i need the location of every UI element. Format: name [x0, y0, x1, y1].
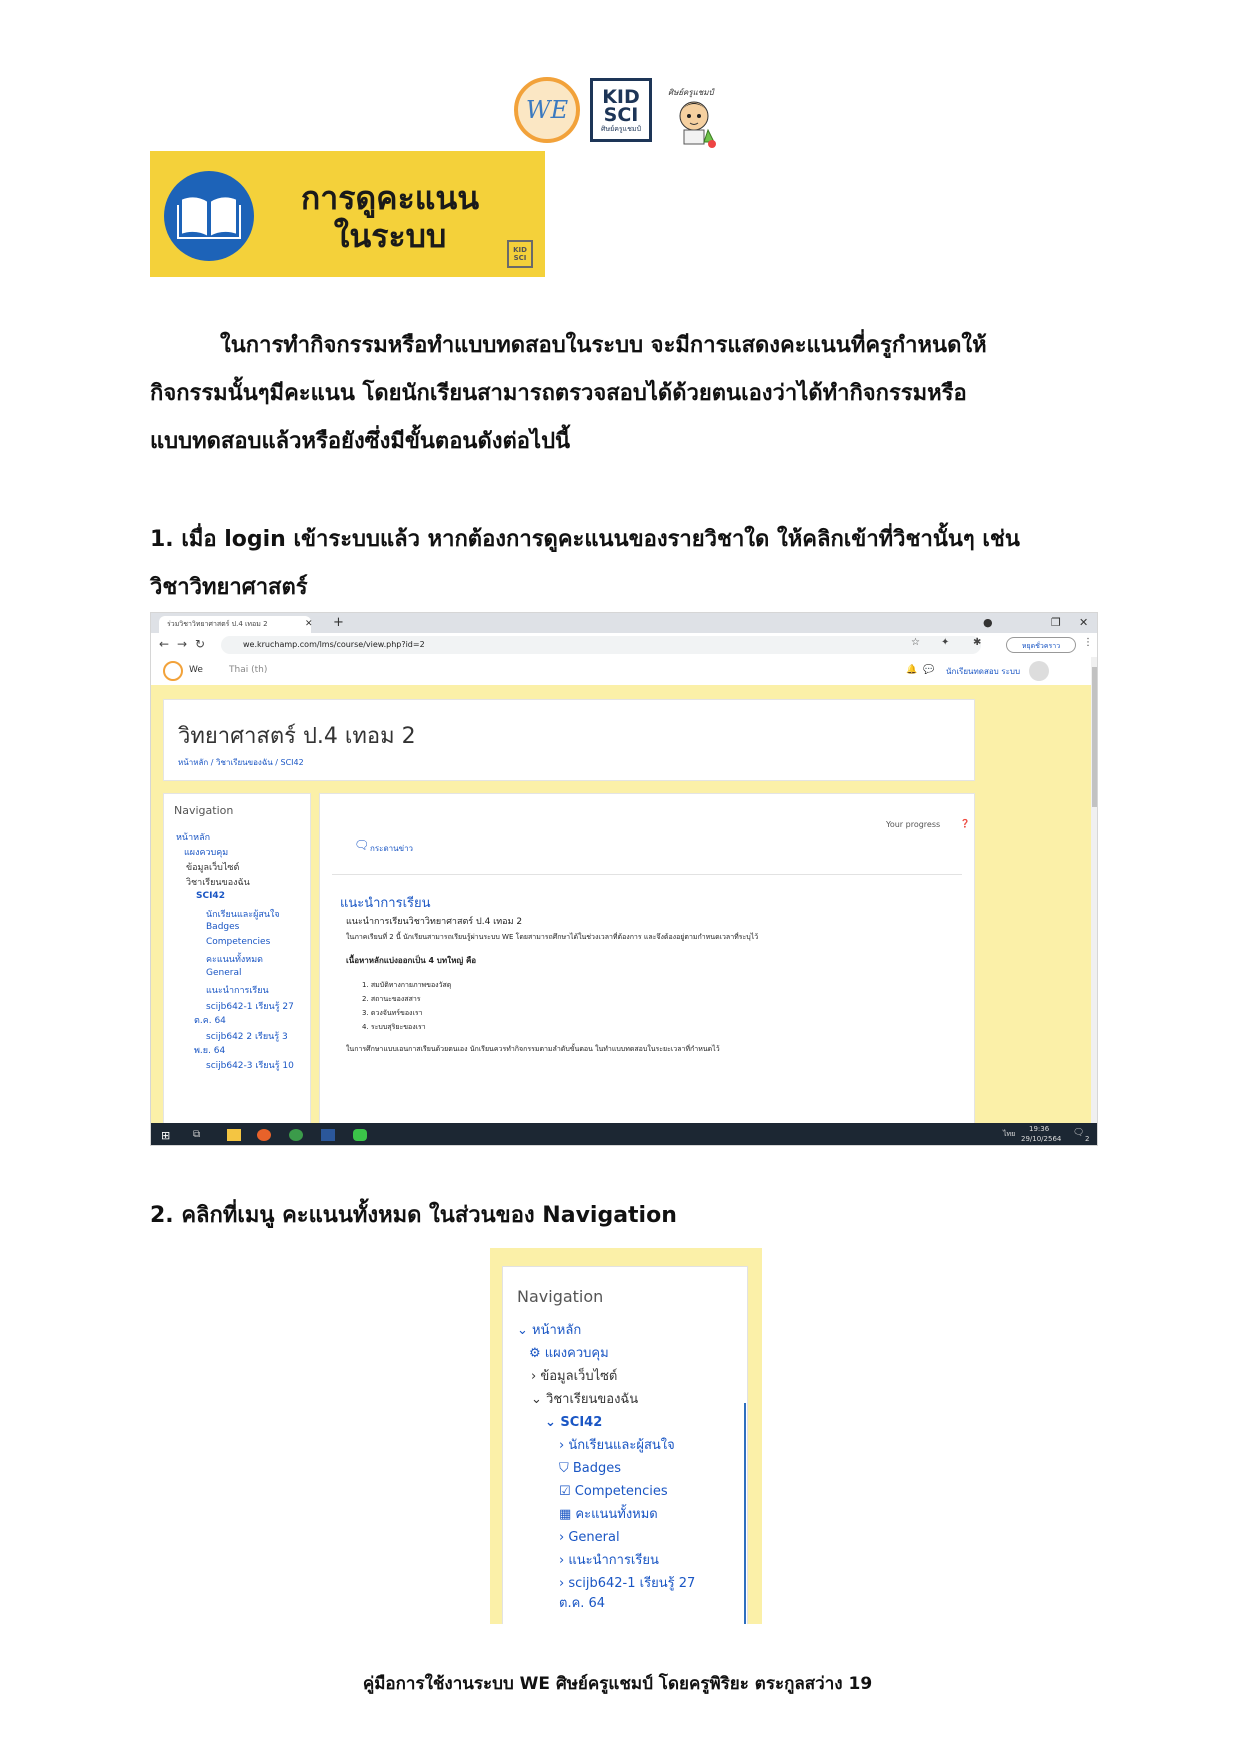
moodle-logo-text[interactable]: We — [189, 665, 203, 675]
content-item-2: 2. สถานะของสสาร — [362, 995, 421, 1003]
close-window-icon[interactable]: ✕ — [1079, 616, 1089, 629]
windows-taskbar — [151, 1123, 1098, 1146]
taskbar-language[interactable]: ไทย — [1003, 1130, 1016, 1138]
moodle-logo-icon[interactable] — [163, 661, 183, 681]
step1-line-2: วิชาวิทยาศาสตร์ — [150, 575, 308, 600]
cartoon-caption: ศิษย์ครูแชมป์ — [668, 88, 714, 97]
nav-item-site[interactable]: ข้อมูลเว็บไซต์ — [186, 863, 240, 873]
extension-icon[interactable]: ✦ — [941, 637, 950, 648]
menu-dots-icon[interactable]: ⋮ — [1083, 637, 1093, 648]
page-footer: คู่มือการใช้งานระบบ WE ศิษย์ครูแชมป์ โดยครูพิริยะ ตระกูลสว่าง 19 — [362, 1674, 873, 1694]
nav-item-week1-date: ต.ค. 64 — [194, 1016, 226, 1026]
taskbar-date: 29/10/2564 — [1021, 1135, 1062, 1143]
breadcrumb[interactable]: หน้าหลัก / วิชาเรียนของฉัน / SCI42 — [178, 758, 304, 767]
avatar[interactable] — [1029, 661, 1049, 681]
scrollbar-thumb[interactable] — [1092, 667, 1098, 807]
nav-zoom-intro[interactable] — [559, 1553, 659, 1569]
notification-icon[interactable]: 🗨 — [1073, 1128, 1085, 1138]
nav-item-sci42[interactable]: SCI42 — [196, 891, 225, 901]
kidsci-logo-line2: SCI — [603, 103, 639, 126]
nav-zoom-home-label: หน้าหลัก — [532, 1323, 582, 1338]
forward-icon[interactable]: → — [177, 637, 188, 651]
title-banner — [150, 151, 545, 277]
banner-title — [290, 179, 490, 255]
nav-zoom-badges-label: Badges — [572, 1461, 622, 1476]
language-menu[interactable]: Thai (th) — [229, 665, 268, 675]
content-item-4: 4. ระบบสุริยะของเรา — [362, 1023, 426, 1031]
nav-zoom-title: Navigation — [517, 1287, 604, 1306]
chevron-right-icon: › — [559, 1553, 569, 1568]
nav-zoom-general-label: General — [568, 1530, 620, 1545]
shield-icon: ⛉ — [559, 1461, 573, 1476]
address-bar — [151, 633, 1098, 658]
content-item-3: 3. ดวงจันทร์ของเรา — [362, 1009, 423, 1017]
dashboard-icon: ⚙ — [529, 1346, 545, 1361]
nav-item-week2-date: พ.ย. 64 — [194, 1046, 226, 1056]
intro-line-1: ในการทำกิจกรรมหรือทำแบบทดสอบในระบบ จะมีการแสดงคะแนนที่ครูกำหนดให้ — [220, 333, 987, 358]
checkbox-icon: ☑ — [559, 1484, 575, 1499]
nav-zoom-sci42[interactable] — [545, 1415, 602, 1431]
task-view-icon[interactable]: ⧉ — [193, 1129, 201, 1140]
notification-count: 2 — [1085, 1135, 1090, 1143]
nav-zoom-week1-date: ต.ค. 64 — [559, 1596, 606, 1611]
kidsci-logo-sub: ศิษย์ครูแชมป์ — [601, 124, 641, 133]
user-name[interactable]: นักเรียนทดสอบ ระบบ — [946, 667, 1021, 676]
navigation-block — [163, 793, 311, 1125]
word-icon[interactable] — [321, 1129, 335, 1141]
nav-zoom-dashboard[interactable] — [529, 1346, 609, 1362]
nav-zoom-grades-label: คะแนนทั้งหมด — [575, 1507, 658, 1522]
nav-zoom-mycourses[interactable] — [531, 1392, 638, 1408]
new-tab-icon[interactable]: + — [333, 615, 344, 630]
chevron-right-icon: › — [559, 1530, 569, 1545]
moodle-topbar — [151, 657, 1091, 686]
nav-item-mycourses[interactable]: วิชาเรียนของฉัน — [186, 878, 250, 888]
intro-line-3: แบบทดสอบแล้วหรือยังซึ่งมีขั้นตอนดังต่อไปนี้ — [150, 429, 571, 454]
nav-item-grades[interactable]: คะแนนทั้งหมด — [206, 955, 263, 965]
course-page-screenshot — [150, 612, 1098, 1146]
profile-dot-icon[interactable]: ● — [983, 616, 993, 629]
section-desc: ในภาคเรียนที่ 2 นี้ นักเรียนสามารถเรียนรู้ผ่านระบบ WE โดยสามารถศึกษาได้ในช่วงเวลาที่ต้องการ และจึงต้องอยู่ตามกำหนดเวลาที่ระบุไว้ — [346, 933, 759, 941]
nav-title: Navigation — [174, 804, 234, 817]
puzzle-icon[interactable]: ✱ — [973, 637, 982, 648]
nav-item-week1[interactable]: scijb642-1 เรียนรู้ 27 — [206, 1002, 294, 1012]
navigation-panel — [502, 1266, 748, 1624]
step2-line-1: 2. คลิกที่เมนู คะแนนทั้งหมด ในส่วนของ Navigation — [150, 1203, 677, 1228]
kidsci-logo — [590, 78, 652, 142]
chevron-down-icon: ⌄ — [545, 1415, 561, 1430]
tab-title: ร่วมวิชาวิทยาศาสตร์ ป.4 เทอม 2 — [167, 620, 268, 628]
nav-zoom-competencies-label: Competencies — [574, 1484, 668, 1499]
section-subtitle: แนะนำการเรียนวิชาวิทยาศาสตร์ ป.4 เทอม 2 — [346, 917, 523, 927]
nav-item-general[interactable]: General — [206, 968, 242, 978]
we-logo-text: WE — [525, 96, 569, 124]
kidsci-logo-line1: KID — [602, 85, 640, 108]
nav-item-competencies[interactable]: Competencies — [206, 937, 271, 947]
section-title[interactable]: แนะนำการเรียน — [340, 896, 431, 911]
nav-item-week3[interactable]: scijb642-3 เรียนรู้ 10 — [206, 1061, 294, 1071]
nav-zoom-competencies[interactable] — [559, 1484, 668, 1500]
restore-window-icon[interactable]: ❐ — [1051, 616, 1061, 629]
nav-zoom-grades[interactable] — [559, 1507, 658, 1523]
progress-label: Your progress — [886, 820, 941, 829]
nav-item-dashboard[interactable]: แผงควบคุม — [184, 848, 229, 858]
intro-line-2: กิจกรรมนั้นๆมีคะแนน โดยนักเรียนสามารถตรวจสอบได้ด้วยตนเองว่าได้ทำกิจกรรมหรือ — [150, 381, 967, 406]
course-title: วิทยาศาสตร์ ป.4 เทอม 2 — [178, 724, 416, 749]
content-heading: เนื้อหาหลักแบ่งออกเป็น 4 บทใหญ่ คือ — [346, 956, 477, 965]
section-divider — [332, 874, 962, 875]
windows-start-icon[interactable]: ⊞ — [161, 1129, 171, 1142]
account-chip[interactable]: หยุดชั่วคราว — [1006, 637, 1076, 653]
nav-item-home[interactable]: หน้าหลัก — [176, 833, 211, 843]
banner-title-line2: ในระบบ — [333, 217, 447, 255]
nav-zoom-participants-label: นักเรียนและผู้สนใจ — [568, 1438, 675, 1453]
nav-item-participants[interactable]: นักเรียนและผู้สนใจ — [206, 910, 280, 920]
taskbar-time: 19:36 — [1029, 1125, 1050, 1133]
nav-zoom-badges[interactable] — [559, 1461, 621, 1477]
course-header — [163, 699, 975, 781]
nav-item-intro[interactable]: แนะนำการเรียน — [206, 986, 269, 996]
navigation-zoom-screenshot — [490, 1248, 762, 1624]
nav-zoom-mycourses-label: วิชาเรียนของฉัน — [546, 1392, 639, 1407]
chevron-down-icon: ⌄ — [517, 1323, 533, 1338]
banner-kidsci-mark: KID SCI — [507, 240, 533, 268]
cutoff-text: ในการศึกษาแบบเอนกาสเรียนด้วยตนเอง นักเรียนควรทำกิจกรรมตามลำดับขั้นตอน ในทำแบบทดสอบในระยะเวลาที่กำหนดไว้ — [346, 1045, 720, 1053]
browser-tab[interactable] — [159, 616, 311, 633]
cartoon-scientist-icon — [666, 86, 726, 150]
nav-zoom-home[interactable] — [517, 1323, 581, 1339]
firefox-icon[interactable] — [257, 1129, 271, 1141]
banner-title-line1: การดูคะแนน — [300, 179, 480, 217]
book-icon — [164, 171, 254, 261]
nav-zoom-participants[interactable] — [559, 1438, 675, 1454]
nav-zoom-week1[interactable] — [559, 1576, 695, 1592]
bell-icon[interactable]: 🔔 — [906, 665, 918, 675]
nav-zoom-site-label: ข้อมูลเว็บไซต์ — [540, 1369, 618, 1384]
chevron-right-icon: › — [531, 1369, 541, 1384]
chevron-down-icon: ⌄ — [531, 1392, 547, 1407]
step1-line-1: 1. เมื่อ login เข้าระบบแล้ว หากต้องการดูคะแนนของรายวิชาใด ให้คลิกเข้าที่วิชานั้นๆ เช่น — [150, 527, 1020, 552]
nav-zoom-sci42-label: SCI42 — [560, 1415, 603, 1430]
nav-zoom-site[interactable] — [531, 1369, 617, 1385]
course-content — [319, 793, 975, 1125]
line-icon[interactable] — [353, 1129, 367, 1141]
reload-icon[interactable]: ↻ — [195, 637, 206, 651]
table-icon: ▦ — [559, 1507, 576, 1522]
nav-zoom-week1-label: scijb642-1 เรียนรู้ 27 — [568, 1576, 696, 1591]
we-logo — [514, 77, 580, 143]
chat-icon[interactable]: 💬 — [923, 665, 935, 675]
chevron-right-icon: › — [559, 1576, 569, 1591]
file-explorer-icon[interactable] — [227, 1129, 241, 1141]
browser-tabbar — [151, 613, 1098, 633]
nav-item-week2[interactable]: scijb642 2 เรียนรู้ 3 — [206, 1032, 288, 1042]
back-icon[interactable]: ← — [159, 637, 170, 651]
content-item-1: 1. สมบัติทางกายภาพของวัสดุ — [362, 981, 452, 989]
scroll-indicator — [744, 1403, 746, 1624]
url-input[interactable]: we.kruchamp.com/lms/course/view.php?id=2 — [221, 636, 981, 654]
nav-zoom-dashboard-label: แผงควบคุม — [544, 1346, 609, 1361]
chevron-right-icon: › — [559, 1438, 569, 1453]
bookmark-star-icon[interactable]: ☆ — [911, 637, 920, 648]
nav-zoom-intro-label: แนะนำการเรียน — [568, 1553, 659, 1568]
tab-close-icon[interactable]: ✕ — [305, 619, 313, 629]
help-icon[interactable]: ❓ — [960, 819, 970, 828]
nav-zoom-general[interactable] — [559, 1530, 620, 1546]
forum-link[interactable]: กระดานข่าว — [370, 844, 414, 853]
forum-icon: 🗨 — [354, 838, 370, 852]
nav-item-badges[interactable]: Badges — [206, 922, 240, 932]
chrome-icon[interactable] — [289, 1129, 303, 1141]
